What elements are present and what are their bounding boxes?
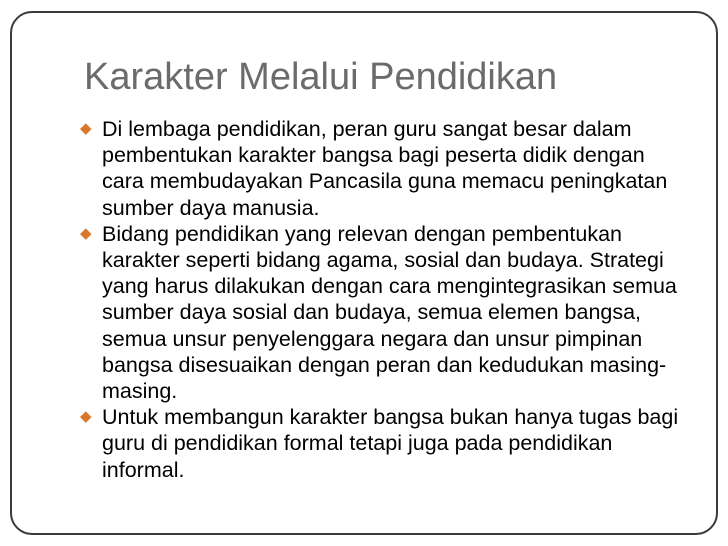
bullet-item	[80, 404, 680, 483]
bullet-list	[80, 116, 680, 483]
diamond-bullet-icon: ◆	[80, 408, 92, 426]
diamond-bullet-icon: ◆	[80, 224, 92, 242]
bullet-item	[80, 116, 680, 221]
diamond-bullet-icon: ◆	[80, 120, 92, 137]
bullet-text: Untuk membangun karakter bangsa bukan hanya tugas bagi guru di pendidikan formal tetapi juga pada pendidikan informal.	[102, 405, 679, 482]
bullet-text: Di lembaga pendidikan, peran guru sangat besar dalam pembentukan karakter bangsa bagi peserta didik dengan cara membudayakan Pancasila guna memacu peningkatan sumber daya manusia.	[102, 117, 668, 220]
bullet-text: Bidang pendidikan yang relevan dengan pembentukan karakter seperti bidang agama, sosial dan budaya. Strategi yang harus dilakukan dengan cara mengintegrasikan semua sumber daya sosial dan budaya, semua elemen bangsa, semua unsur penyelenggara negara dan unsur pimpinan bangsa disesuaikan dengan peran dan kedudukan masing-masing.	[102, 221, 677, 404]
bullet-item	[80, 221, 680, 404]
slide-title: Karakter Melalui Pendidikan	[84, 56, 558, 98]
